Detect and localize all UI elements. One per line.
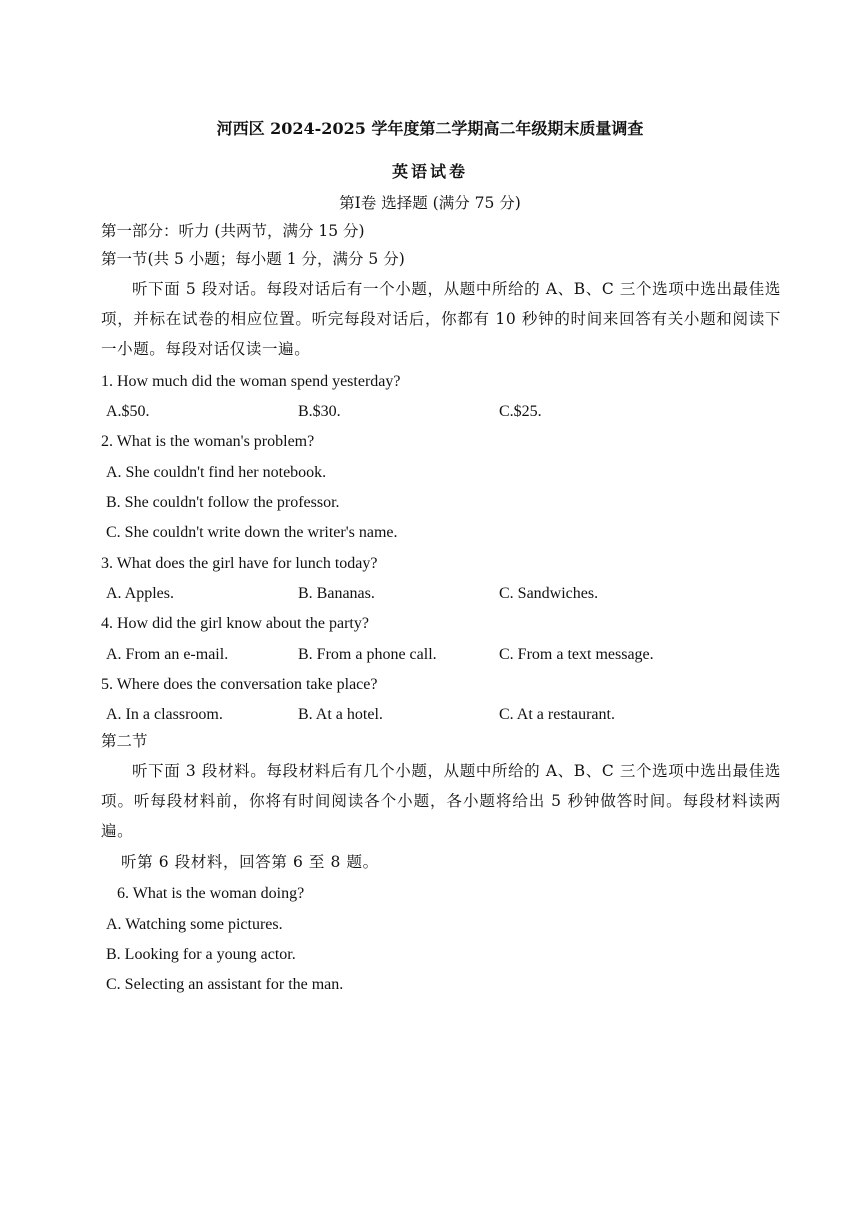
section2-heading: 第二节: [101, 732, 148, 750]
question-3-option-c: C. Sandwiches.: [499, 585, 599, 602]
question-6-option-b: B. Looking for a young actor.: [106, 946, 296, 963]
question-2-stem: 2. What is the woman's problem?: [101, 433, 315, 450]
question-5-option-b: B. At a hotel.: [298, 706, 383, 723]
question-4-option-a: A. From an e-mail.: [106, 646, 229, 663]
question-2-option-c: C. She couldn't write down the writer's name.: [106, 524, 398, 541]
question-3-option-a: A. Apples.: [106, 585, 174, 602]
question-3-stem: 3. What does the girl have for lunch today?: [101, 555, 378, 572]
material-note: 听第 6 段材料，回答第 6 至 8 题。: [121, 853, 379, 871]
question-6-option-c: C. Selecting an assistant for the man.: [106, 976, 344, 993]
question-1-option-b: B.$30.: [298, 403, 341, 420]
exam-subtitle: 英语试卷: [391, 162, 468, 181]
question-3-option-b: B. Bananas.: [298, 585, 375, 602]
question-2-option-a: A. She couldn't find her notebook.: [106, 464, 327, 481]
question-6-option-a: A. Watching some pictures.: [106, 916, 283, 933]
question-1-stem: 1. How much did the woman spend yesterday?: [101, 373, 401, 390]
section1-instructions: 听下面 5 段对话。每段对话后有一个小题，从题中所给的 A、B、C 三个选项中选出最佳选项，并标在试卷的相应位置。听完每段对话后，你都有 10 秒钟的时间来回答有关小题和阅读下一小题。每段对话仅读一遍。: [101, 280, 781, 358]
question-5-stem: 5. Where does the conversation take place?: [101, 676, 378, 693]
question-4-option-b: B. From a phone call.: [298, 646, 437, 663]
question-1-option-c: C.$25.: [499, 403, 542, 420]
part1-heading: 第一部分：听力 (共两节，满分 15 分): [101, 222, 365, 240]
question-2-option-b: B. She couldn't follow the professor.: [106, 494, 340, 511]
volume-heading: 第Ⅰ卷 选择题 (满分 75 分): [339, 194, 521, 212]
section1-heading: 第一节(共 5 小题；每小题 1 分，满分 5 分): [101, 250, 405, 268]
question-5-option-c: C. At a restaurant.: [499, 706, 615, 723]
question-4-option-c: C. From a text message.: [499, 646, 654, 663]
question-6-stem: 6. What is the woman doing?: [117, 885, 305, 902]
exam-title: 河西区 2024-2025 学年度第二学期高二年级期末质量调查: [216, 119, 644, 138]
question-1-option-a: A.$50.: [106, 403, 150, 420]
section2-instructions: 听下面 3 段材料。每段材料后有几个小题，从题中所给的 A、B、C 三个选项中选出最佳选项。听每段材料前，你将有时间阅读各个小题，各小题将给出 5 秒钟做答时间。每段材料读两遍。: [101, 762, 781, 840]
question-5-option-a: A. In a classroom.: [106, 706, 223, 723]
question-4-stem: 4. How did the girl know about the party?: [101, 615, 369, 632]
